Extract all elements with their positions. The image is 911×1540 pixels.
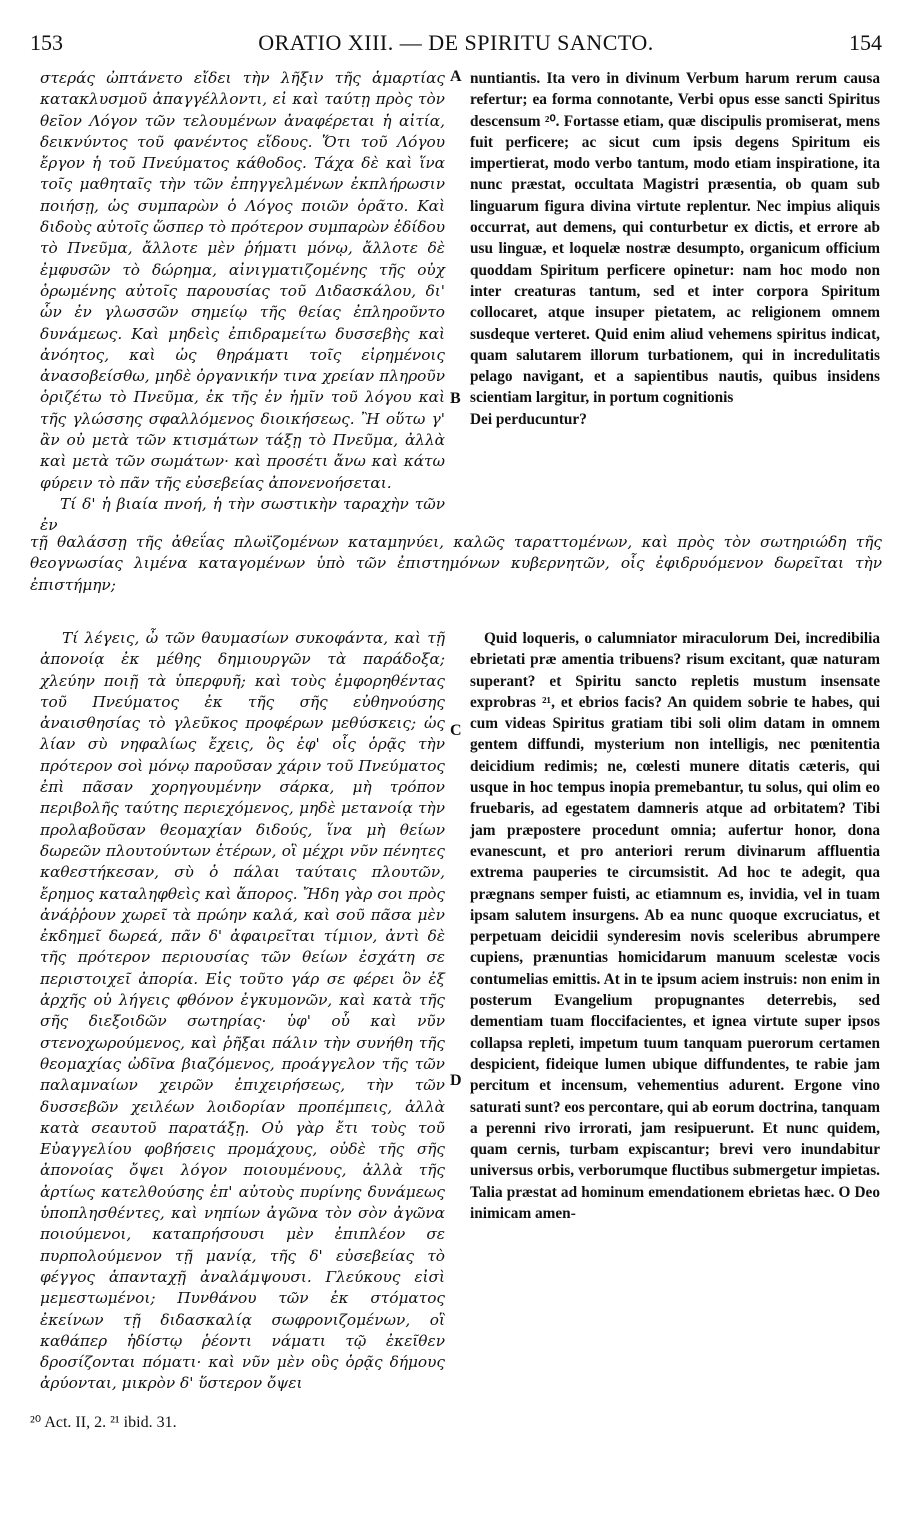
latin-column-section-2	[470, 628, 880, 1224]
running-header	[30, 30, 882, 62]
greek-paragraph-continued: Τί δ' ἡ βιαία πνοή, ἡ τὴν σωστικὴν ταραχὴν τῶν ἐν	[40, 494, 445, 535]
latin-paragraph-2: Quid loqueris, o calumniator miraculorum Dei, incredibilia ebrietati præ amentia tribuens? risum excitant, quæ naturam superant? et Spiritu sancto repletis mustum insensate exprobras ²¹, et ebrios facis? An quidem sobrie te habes, qui cum videas Spiritus gratiam tibi soli olim datam in omnem gentem diffundi, mysterium non intelligis, nec pœnitentia deicidium redimis; ne, cœlesti munere ditatis cæteris, qui usque in hoc tempus inopia premebantur, tu solus, qui olim eo fruebaris, ad egestatem damneris atque ad orbitatem? Tibi jam præpostere procedunt omnia; aufertur honor, dona evanescunt, et pro anteriori rerum divinarum affluentia extrema pauperies te circumsistit. Ad hoc te adegit, qua prægnans semper fuisti, ac etiamnum es, invidia, vel in tuam ipsam salutem insurgens. Ab ea nunc quoque excruciatus, et perpetuam deicidii synderesim novis sceleribus abrumpere cupiens, prænuntias homicidarum manuum scelestæ vocis contumelias emittis. At in te ipsum aciem instruis: non enim in posterum Evangelium propugnantes deterrebis, sed dementiam tuam floccifacientes, et ignea virtute super ipsos collapsa repleti, impetum tuum tanquam puerorum certamen despicient, fideique lumen ubique diffundentes, te rabie jam percitum et incensum, vehementius adurent. Ergone vino saturati sunt? eos percontare, qui ab eorum doctrina, tanquam a perenni rivo irrorati, jam resipuerunt. Et nunc quidem, quam cernis, turbam expiscantur; brevi vero inundabitur universus orbis, verborumque fluctibus submergetur impietas. Talia præstat ad hominum emendationem ebrietas hæc. O Deo inimicam amen-	[470, 630, 880, 1223]
page-number-left: 153	[30, 30, 63, 55]
latin-paragraph: nuntiantis. Ita vero in divinum Verbum harum rerum causa refertur; ea forma connotante, Verbi opus esse sancti Spiritus descensum ²⁰. Fortasse etiam, quæ discipulis promiserat, mens fuit perficere; ac sicut cum ipsis degens Spiritum eis impertierat, modo verbo tantum, modo etiam inspiratione, ita nunc præstat, occultata Magistri præsentia, ob quam sub linguarum figura divina virtute replentur. Nec impius aliquis occurrat, aut demens, qui conturbetur ex dictis, et errore ab usu linguæ, et loquelæ nostræ desumpto, organicum officium quoddam Spiritum perficere opinetur: nam hoc modo non inter creaturas tantum, sed et inter corpora Spiritum collocaret, atque insuper pietatem, ac religionem omnem susdeque verteret. Quid enim aliud vehemens spiritus indicat, quam salutarem illorum turbationem, qui in incredulitatis pelago navigant, et a sapientibus nautis, quibus insidens scientiam largitur, in portum cognitionis	[470, 70, 880, 407]
footnotes: ²⁰ Act. II, 2. ²¹ ibid. 31.	[30, 1414, 177, 1431]
greek-paragraph: στεράς ὠπτάνετο εἴδει τὴν λῆξιν τῆς ἁμαρτίας κατακλυσμοῦ ἀπαγγέλλοντι, εἰ καὶ ταύτῃ πρὸς τὸν θεῖον Λόγον τῶν τελουμένων ἀναφέρεται ἡ αἰτία, δεικνύντος τοῦ φανέντος εἴδους. Ὅτι τοῦ Λόγου ἔργον ἡ τοῦ Πνεύματος κάθοδος. Τάχα δὲ καὶ ἵνα τοῖς μαθηταῖς τὴν τῶν ἐπηγγελμένων ἐκπλήρωσιν ποιήσῃ, ὡς συμπαρὼν ὁ Λόγος ποιῶν ὁρᾶτο. Καὶ διδοὺς αὐτοῖς ὥσπερ τὸ πρότερον συμπαρὼν ἐδίδου τὸ Πνεῦμα, ἄλλοτε μὲν ῥήματι μόνῳ, ἄλλοτε δὲ ἐμφυσῶν τὸ δώρημα, αἰνιγματιζομένης τῆς οὐχ ὁρωμένης αὐτοῖς παρουσίας τοῦ Διδασκάλου, δι' ὧν ἐν γλωσσῶν σημείῳ τῆς θείας ἐπληροῦντο δυνάμεως. Καὶ μηδεὶς ἐπιδραμείτω δυσσεβὴς καὶ ἀνόητος, καὶ ὡς θηράματι τοῖς εἰρημένοις ἀνασοβείσθω, μηδὲ ὀργανικήν τινα χρείαν πληροῦν ὁριζέτω τὸ Πνεῦμα, ἐκ τῆς ἐν ἡμῖν τοῦ λόγου καὶ τῆς γλώσσης σφαλλόμενος διοικήσεως. Ἢ οὕτω γ' ἂν οὐ μετὰ τῶν κτισμάτων τάξῃ τὸ Πνεῦμα, ἀλλὰ καὶ μετὰ τῶν σωμάτων· καὶ προσέτι ἄνω καὶ κάτω φύρειν τὸ πᾶν τῆς εὐσεβείας ἀπονενοήσεται.	[40, 69, 445, 492]
greek-column-section-1	[40, 68, 445, 537]
page-number-right: 154	[849, 30, 882, 55]
margin-marker-a: A	[450, 68, 462, 85]
greek-wide-continuation: τῇ θαλάσσῃ τῆς ἀθεΐας πλωϊζομένων καταμηνύει, καλῶς ταραττομένων, καὶ πρὸς τὸν σωτηριώδη τῆς θεογνωσίας λιμένα καταγομένων ὑπὸ τῶν ἐπιστημόνων κυβερνητῶν, οἷς ἐφιδρυόμενον δωρεῖται τὴν ἐπιστήμην;	[30, 533, 882, 594]
latin-paragraph-end: Dei perducuntur?	[470, 410, 587, 428]
greek-paragraph-2: Τί λέγεις, ὦ τῶν θαυμασίων συκοφάντα, καὶ τῇ ἀπονοίᾳ ἐκ μέθης δημιουργῶν τὰ παράδοξα; χλεύην ποιῇ τὰ ὑπερφυῆ; καὶ τοὺς ἐμφορηθέντας τοῦ Πνεύματος ἐκ τῆς σῆς εὐθηνούσης ἀναισθησίας τὸ γλεῦκος προφέρων μεθύσκεις; ὡς λίαν σὺ νηφαλίως ἔχεις, ὃς ἐφ' οἷς ὁρᾷς τὴν πρότερον σοὶ μόνῳ παροῦσαν χάριν τοῦ Πνεύματος ἐπὶ πᾶσαν χορηγουμένην σάρκα, μὴ τρόπον περιβολῆς ταύτης περιεχόμενος, μηδὲ μετανοίᾳ τὴν προλαβοῦσαν θεομαχίαν διδούς, ἵνα μὴ θείων δωρεῶν πλουτούντων ἑτέρων, οἳ μέχρι νῦν πένητες καθεστήκεσαν, σὺ ὁ πάλαι ταύταις πλουτῶν, ἔρημος καταληφθεὶς καὶ ἄπορος. Ἤδη γὰρ σοι πρὸς ἀνάῤῥουν χωρεῖ τὰ πρώην καλά, καὶ σοῦ πᾶσα μὲν ἐκδημεῖ δωρεά, πᾶν δ' ἀφαιρεῖται τίμιον, ἀντὶ δὲ τῆς πρότερον περιουσίας τῶν θείων ἐσχάτη σε περιστοιχεῖ ἀπορία. Εἰς τοῦτο γάρ σε φέρει ὃν ἐξ ἀρχῆς οὐ λήγεις φθόνον ἐγκυμονῶν, καὶ κατὰ τῆς σῆς διεξοιδῶν σωτηρίας· ὑφ' οὗ καὶ νῦν στενοχωρούμενος, καὶ ῥῆξαι πάλιν τὴν συνήθη τῆς θεομαχίας ὠδῖνα βιαζόμενος, προάγγελον τῆς τῶν παλαμναίων χειρῶν ἐπιχειρήσεως, τὴν τῶν δυσσεβῶν χειλέων λοιδορίαν προπέμπεις, ἀλλὰ κατὰ σεαυτοῦ παρατάξῃ. Οὐ γὰρ ἔτι τοὺς τοῦ Εὐαγγελίου φοβήσεις προμάχους, οὐδὲ τῆς σῆς ἀπονοίας ὄψει λόγον ποιουμένους, ἀλλὰ τῆς ἀρτίως κατελθούσης ἐπ' αὐτοὺς πυρίνης δυνάμεως ὑποπλησθέντες, καὶ νηπίων ἀγῶνα τὸν σὸν ἀγῶνα ποιούμενοι, καταπρήσουσι μὲν ἐπιπλέον σε πυρπολούμενον τῇ μανίᾳ, τῆς δ' εὐσεβείας τὸ φέγγος ἁπανταχῇ ἀναλάμψουσι. Γλεύκους εἰσὶ μεμεστωμένοι; Πυνθάνου τῶν ἐκ στόματος ἐκείνων τῇ διδασκαλίᾳ σωφρονιζομένων, οἳ καθάπερ ἡδίστῳ ῥέοντι νάματι τῷ ἐκεῖθεν δροσίζονται πόματι· καὶ νῦν μὲν οὓς ὁρᾷς δήμους ἀρύονται, μικρὸν δ' ὕστερον ὄψει	[40, 629, 445, 1393]
greek-column-section-2	[40, 628, 445, 1395]
running-title: ORATIO XIII. — DE SPIRITU SANCTO.	[258, 30, 654, 55]
margin-marker-d: D	[450, 1072, 462, 1089]
margin-marker-b: B	[450, 390, 461, 407]
margin-marker-c: C	[450, 722, 462, 739]
latin-column-section-1	[470, 68, 880, 430]
